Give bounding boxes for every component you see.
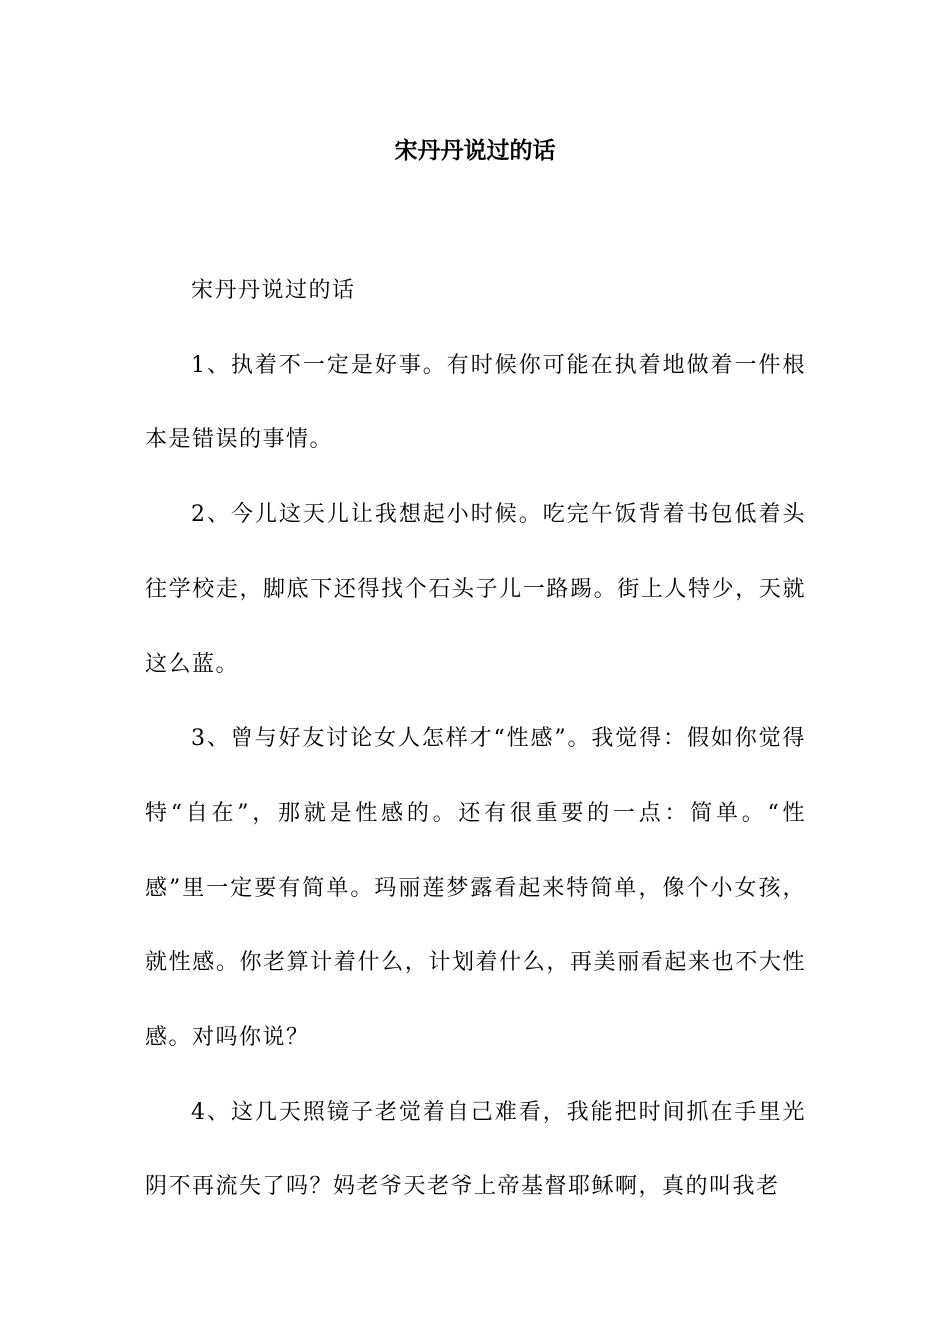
- paragraph-heading: 宋丹丹说过的话: [191, 278, 356, 303]
- paragraph-2: 2、今儿这天儿让我想起小时候。吃完午饭背着书包低着头往学校走，脚底下还得找个石头子儿一路踢。街上人特少，天就这么蓝。: [145, 502, 806, 677]
- document-body: [145, 254, 806, 1225]
- document-title: 宋丹丹说过的话: [394, 137, 556, 164]
- paragraph-3: 3、曾与好友讨论女人怎样才“性感”。我觉得：假如你觉得特“自在”，那就是性感的。还有很重要的一点：简单。“性感”里一定要有简单。玛丽莲梦露看起来特简单，像个小女孩，就性感。你老算计着什么，计划着什么，再美丽看起来也不大性感。对吗你说？: [145, 726, 806, 1051]
- paragraph-1: 1、执着不一定是好事。有时候你可能在执着地做着一件根本是错误的事情。: [145, 352, 806, 453]
- paragraph-4: 4、这几天照镜子老觉着自己难看，我能把时间抓在手里光阴不再流失了吗？妈老爷天老爷上帝基督耶稣啊，真的叫我老: [145, 1099, 806, 1200]
